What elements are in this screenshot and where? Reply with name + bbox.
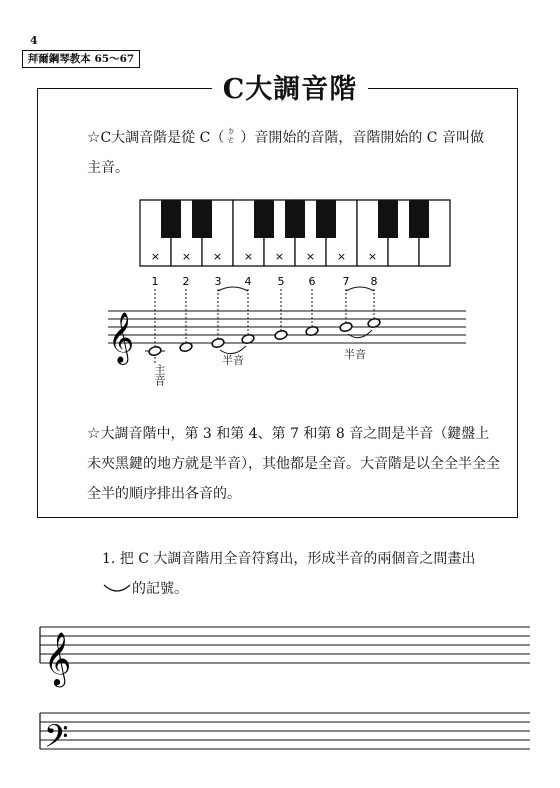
black-key [316,200,336,238]
whole-note [339,322,353,333]
semitone-slur [348,330,372,338]
tonic-label: 主音 [153,364,166,386]
ruby-text: ㄉㄜ [226,127,236,146]
star-icon: ☆ [87,424,101,442]
treble-clef-icon: 𝄞 [108,312,135,363]
exercise-question [102,544,502,604]
note-number: 8 [370,275,378,288]
note-number: 2 [182,275,190,288]
question-tail: 的記號。 [132,581,188,597]
exercise-staves [40,627,530,762]
piano-keyboard [140,200,450,266]
whole-note [274,330,288,341]
semitone-bracket [218,287,248,291]
treble-clef-icon: 𝄞 [44,631,72,685]
explanation-paragraph [87,418,502,509]
whole-note [211,338,225,349]
note-number: 5 [277,275,285,288]
intro-text-a: C大調音階是從 C（ [100,130,225,146]
page-number: 4 [30,34,38,47]
whole-note [148,346,162,357]
black-key [254,200,274,238]
black-key [285,200,305,238]
note-number: 3 [214,275,222,288]
question-text: 1. 把 C 大調音階用全音符寫出，形成半音的兩個音之間畫出 [102,551,476,567]
treble-staff [108,311,466,365]
key-mark: × [243,250,254,263]
page-title: C大調音階 [222,74,358,105]
explanation-text: 大調音階中，第 3 和第 4、第 7 和第 8 音之間是半音（鍵盤上未夾黑鍵的地方就是半音），其他都是全音。大音階是以全全半全全全半的順序排出各音的。 [87,426,500,502]
key-mark: × [305,250,316,263]
key-mark: × [212,250,223,263]
star-icon: ☆ [87,128,101,146]
note-number: 7 [342,275,350,288]
note-number: 1 [151,275,159,288]
slur-mark-icon [102,583,132,595]
key-mark: × [367,250,378,263]
key-mark: × [150,250,161,263]
semitone-label-2: 半音 [344,348,366,361]
black-key [378,200,398,238]
intro-text-b: ）音開始的音階，音階開始的 C 音叫做主音。 [87,130,484,176]
note-number: 4 [244,275,252,288]
key-mark: × [181,250,192,263]
black-key [161,200,181,238]
bass-clef-icon: 𝄢 [44,718,69,762]
key-mark: × [336,250,347,263]
black-key [409,200,429,238]
black-key [192,200,212,238]
semitone-label-1: 半音 [222,354,244,367]
note-number: 6 [308,275,316,288]
key-mark: × [274,250,285,263]
book-tag: 拜爾鋼琴教本 65～67 [22,50,140,68]
